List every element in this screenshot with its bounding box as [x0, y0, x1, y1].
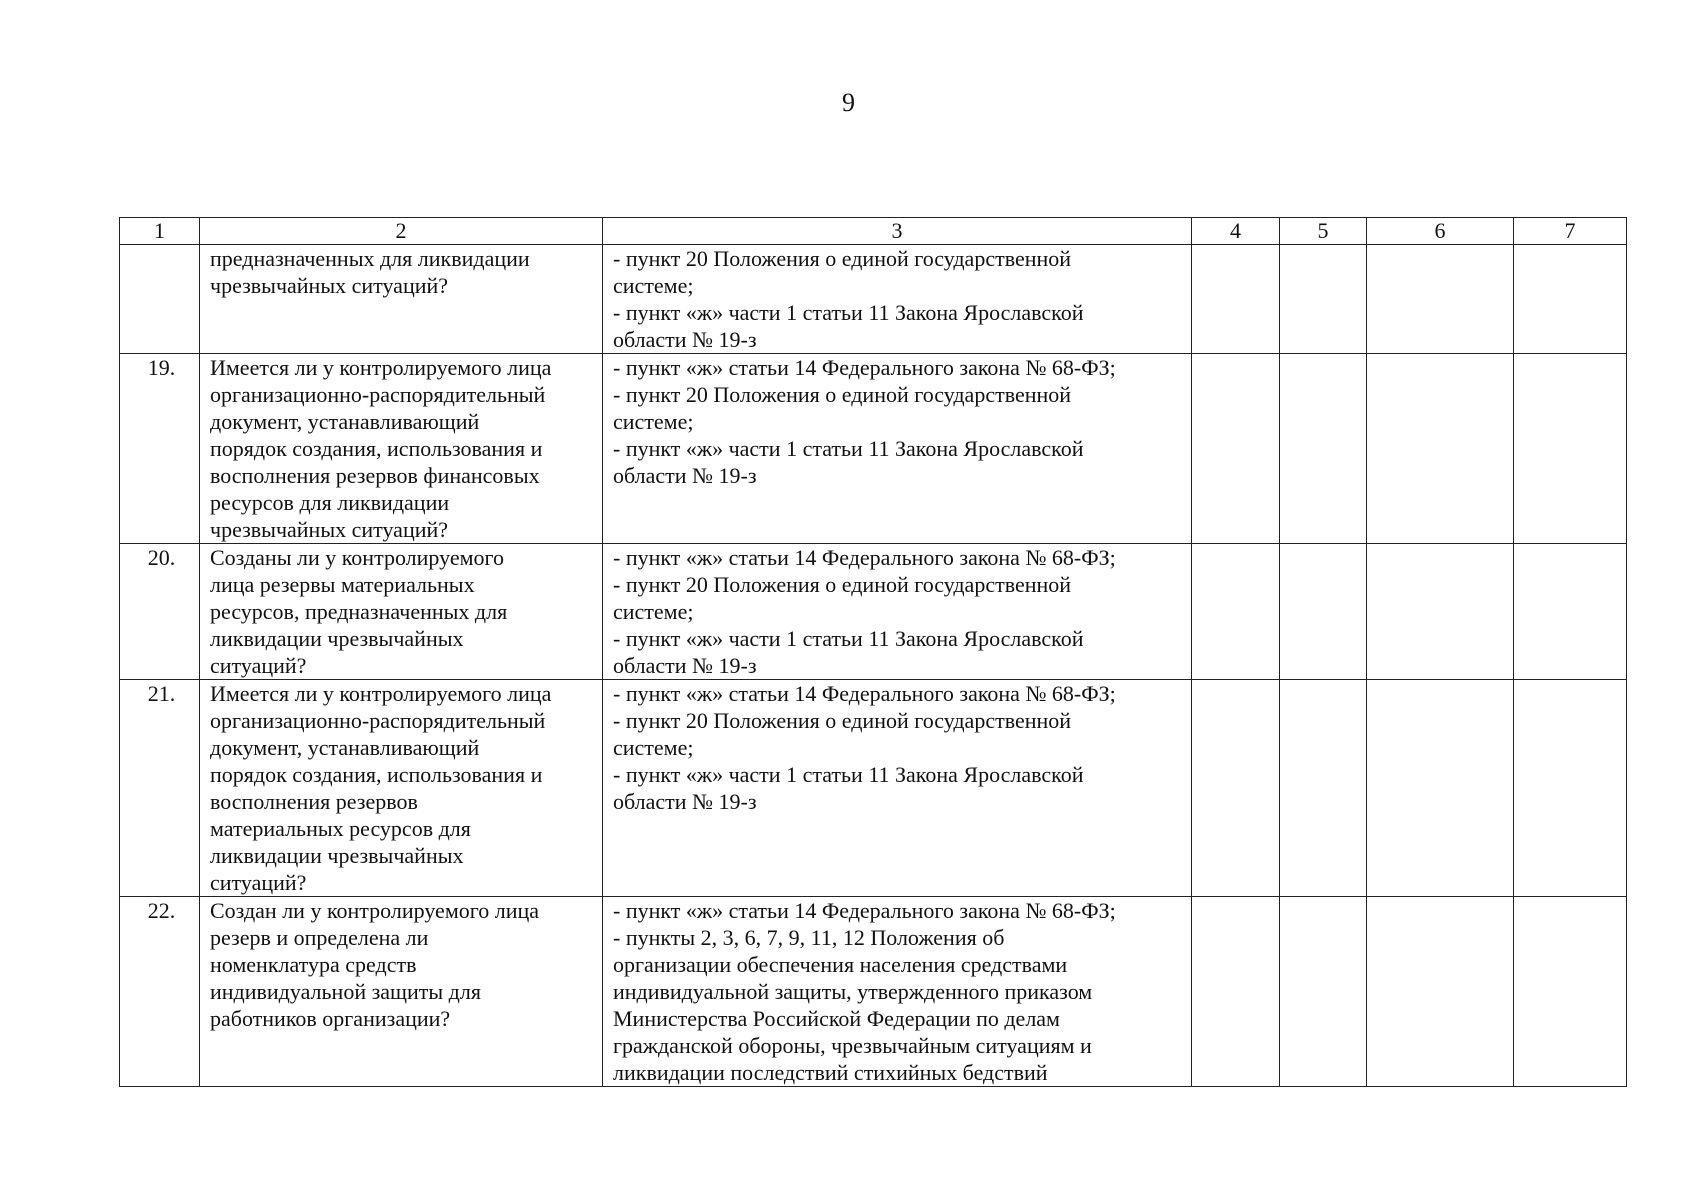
- table-row: [120, 680, 1627, 897]
- question-line: лица резервы материальных: [210, 572, 475, 597]
- reference-line: области № 19-з: [613, 463, 757, 488]
- reference-line: - пункт «ж» статьи 14 Федерального закона № 68-ФЗ;: [613, 898, 1116, 923]
- header-col-7: 7: [1514, 218, 1627, 245]
- answer-cell-col-4: [1192, 897, 1280, 1087]
- table-row: [120, 245, 1627, 354]
- answer-cell-col-7: [1514, 354, 1627, 544]
- reference-cell: [603, 354, 1192, 544]
- question-cell: [200, 354, 603, 544]
- answer-cell-col-7: [1514, 245, 1627, 354]
- question-line: организационно-распорядительный: [210, 708, 546, 733]
- question-line: восполнения резервов: [210, 789, 418, 814]
- question-line: ресурсов для ликвидации: [210, 490, 450, 515]
- reference-line: - пункт «ж» статьи 14 Федерального закона № 68-ФЗ;: [613, 545, 1116, 570]
- question-line: документ, устанавливающий: [210, 409, 480, 434]
- question-line: Имеется ли у контролируемого лица: [210, 355, 552, 380]
- question-line: восполнения резервов финансовых: [210, 463, 540, 488]
- reference-line: области № 19-з: [613, 789, 757, 814]
- header-col-2: 2: [200, 218, 603, 245]
- question-line: материальных ресурсов для: [210, 816, 471, 841]
- question-line: порядок создания, использования и: [210, 762, 543, 787]
- table-row: [120, 354, 1627, 544]
- question-line: документ, устанавливающий: [210, 735, 480, 760]
- reference-line: - пункт 20 Положения о единой государственной: [613, 708, 1072, 733]
- answer-cell-col-7: [1514, 897, 1627, 1087]
- reference-line: - пункт «ж» части 1 статьи 11 Закона Ярославской: [613, 626, 1084, 651]
- reference-line: организации обеспечения населения средствами: [613, 952, 1068, 977]
- reference-cell: [603, 897, 1192, 1087]
- answer-cell-col-6: [1367, 897, 1514, 1087]
- answer-cell-col-4: [1192, 354, 1280, 544]
- answer-cell-col-4: [1192, 680, 1280, 897]
- question-cell: [200, 680, 603, 897]
- reference-cell: [603, 245, 1192, 354]
- answer-cell-col-5: [1280, 680, 1367, 897]
- answer-cell-col-4: [1192, 245, 1280, 354]
- header-row: [120, 218, 1627, 245]
- answer-cell-col-5: [1280, 544, 1367, 680]
- question-line: ресурсов, предназначенных для: [210, 599, 508, 624]
- reference-line: - пункт «ж» части 1 статьи 11 Закона Ярославской: [613, 762, 1084, 787]
- reference-line: системе;: [613, 735, 694, 760]
- reference-line: ликвидации последствий стихийных бедствий: [613, 1060, 1048, 1085]
- question-line: индивидуальной защиты для: [210, 979, 481, 1004]
- question-cell: [200, 897, 603, 1087]
- reference-line: системе;: [613, 409, 694, 434]
- answer-cell-col-5: [1280, 354, 1367, 544]
- row-number-cell: 20.: [120, 544, 200, 680]
- reference-line: - пункт 20 Положения о единой государственной: [613, 382, 1072, 407]
- answer-cell-col-4: [1192, 544, 1280, 680]
- question-line: Создан ли у контролируемого лица: [210, 898, 540, 923]
- reference-line: Министерства Российской Федерации по делам: [613, 1006, 1060, 1031]
- answer-cell-col-7: [1514, 544, 1627, 680]
- header-col-6: 6: [1367, 218, 1514, 245]
- reference-line: индивидуальной защиты, утвержденного приказом: [613, 979, 1093, 1004]
- reference-line: - пункт «ж» части 1 статьи 11 Закона Ярославской: [613, 436, 1084, 461]
- row-number-cell: 21.: [120, 680, 200, 897]
- reference-cell: [603, 544, 1192, 680]
- header-col-1: 1: [120, 218, 200, 245]
- answer-cell-col-5: [1280, 245, 1367, 354]
- question-cell: [200, 544, 603, 680]
- table-body: [120, 245, 1627, 1087]
- question-line: предназначенных для ликвидации: [210, 246, 530, 271]
- question-line: номенклатура средств: [210, 952, 417, 977]
- reference-line: - пункт 20 Положения о единой государственной: [613, 572, 1072, 597]
- question-line: ситуаций?: [210, 870, 307, 895]
- reference-line: гражданской обороны, чрезвычайным ситуациям и: [613, 1033, 1092, 1058]
- header-col-5: 5: [1280, 218, 1367, 245]
- answer-cell-col-6: [1367, 544, 1514, 680]
- reference-line: - пункт «ж» части 1 статьи 11 Закона Ярославской: [613, 300, 1084, 325]
- reference-line: области № 19-з: [613, 327, 757, 352]
- reference-line: - пункт «ж» статьи 14 Федерального закона № 68-ФЗ;: [613, 355, 1116, 380]
- reference-line: - пункты 2, 3, 6, 7, 9, 11, 12 Положения об: [613, 925, 1005, 950]
- table-row: [120, 544, 1627, 680]
- question-line: работников организации?: [210, 1006, 451, 1031]
- question-line: ситуаций?: [210, 653, 307, 678]
- question-cell: [200, 245, 603, 354]
- row-number-cell: 19.: [120, 354, 200, 544]
- table-row: [120, 897, 1627, 1087]
- question-line: чрезвычайных ситуаций?: [210, 273, 449, 298]
- question-line: организационно-распорядительный: [210, 382, 546, 407]
- reference-line: системе;: [613, 273, 694, 298]
- reference-line: области № 19-з: [613, 653, 757, 678]
- reference-line: системе;: [613, 599, 694, 624]
- reference-cell: [603, 680, 1192, 897]
- question-line: ликвидации чрезвычайных: [210, 626, 464, 651]
- question-line: чрезвычайных ситуаций?: [210, 517, 449, 542]
- reference-line: - пункт 20 Положения о единой государственной: [613, 246, 1072, 271]
- question-line: Имеется ли у контролируемого лица: [210, 681, 552, 706]
- reference-line: - пункт «ж» статьи 14 Федерального закона № 68-ФЗ;: [613, 681, 1116, 706]
- answer-cell-col-6: [1367, 680, 1514, 897]
- answer-cell-col-5: [1280, 897, 1367, 1087]
- checklist-table: [119, 217, 1627, 1087]
- answer-cell-col-6: [1367, 245, 1514, 354]
- header-col-3: 3: [603, 218, 1192, 245]
- question-line: порядок создания, использования и: [210, 436, 543, 461]
- row-number-cell: 22.: [120, 897, 200, 1087]
- answer-cell-col-7: [1514, 680, 1627, 897]
- header-col-4: 4: [1192, 218, 1280, 245]
- question-line: резерв и определена ли: [210, 925, 429, 950]
- answer-cell-col-6: [1367, 354, 1514, 544]
- question-line: ликвидации чрезвычайных: [210, 843, 464, 868]
- question-line: Созданы ли у контролируемого: [210, 545, 505, 570]
- row-number-cell: [120, 245, 200, 354]
- page-number: 9: [842, 88, 855, 117]
